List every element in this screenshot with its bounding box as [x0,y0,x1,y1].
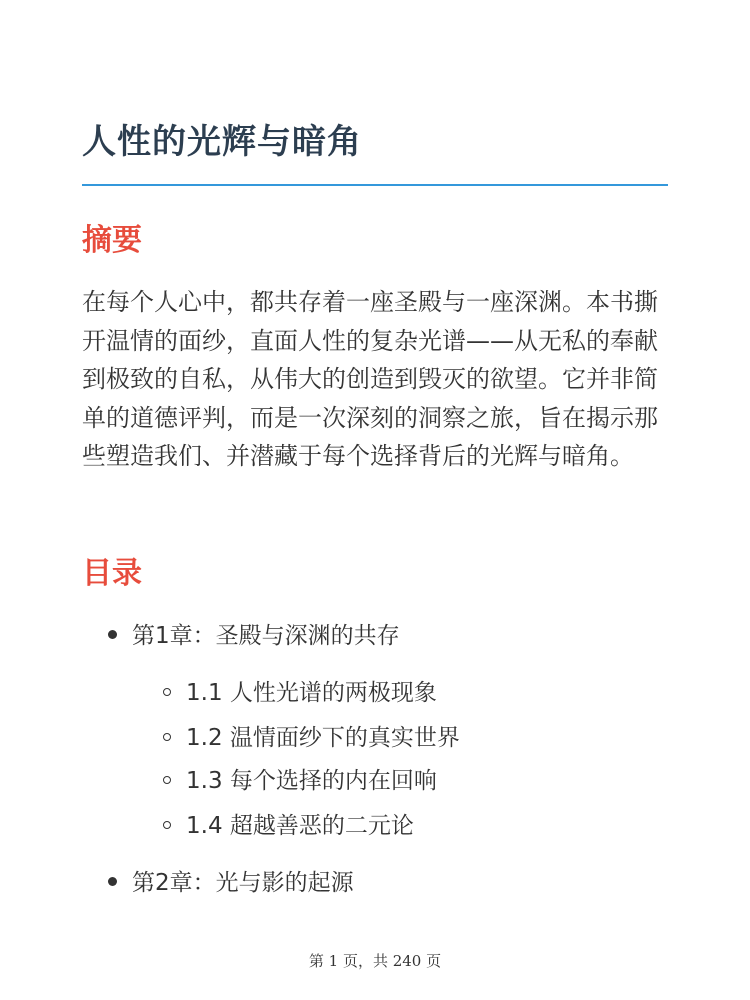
filled-bullet-icon [108,630,117,639]
toc-section-label: 1.2 温情面纱下的真实世界 [186,725,460,751]
toc-section-label: 1.1 人性光谱的两极现象 [186,680,437,706]
toc-chapter-label: 第1章：圣殿与深渊的共存 [132,623,400,649]
toc-section-1-3[interactable] [163,765,437,797]
toc-chapter-label: 第2章：光与影的起源 [132,870,354,896]
hollow-bullet-icon [163,776,171,784]
toc-chapter-2[interactable] [108,867,354,899]
abstract-heading: 摘要 [82,223,142,258]
toc-section-1-4[interactable] [163,810,414,842]
hollow-bullet-icon [163,733,171,741]
filled-bullet-icon [108,877,117,886]
book-title: 人性的光辉与暗角 [82,122,362,162]
toc-section-label: 1.3 每个选择的内在回响 [186,768,437,794]
hollow-bullet-icon [163,821,171,829]
toc-section-1-1[interactable] [163,677,437,709]
toc-chapter-1[interactable] [108,620,400,652]
toc-heading: 目录 [82,556,142,591]
hollow-bullet-icon [163,688,171,696]
toc-section-label: 1.4 超越善恶的二元论 [186,813,414,839]
page-number-footer: 第 1 页，共 240 页 [308,952,442,970]
abstract-text: 在每个人心中，都共存着一座圣殿与一座深渊。本书撕开温情的面纱，直面人性的复杂光谱——从无私的奉献到极致的自私，从伟大的创造到毁灭的欲望。它并非简单的道德评判，而是一次深刻的洞察之旅，旨在揭示那些塑造我们、并潜藏于每个选择背后的光辉与暗角。 [82,288,658,470]
toc-section-1-2[interactable] [163,722,460,754]
title-divider [82,184,668,186]
